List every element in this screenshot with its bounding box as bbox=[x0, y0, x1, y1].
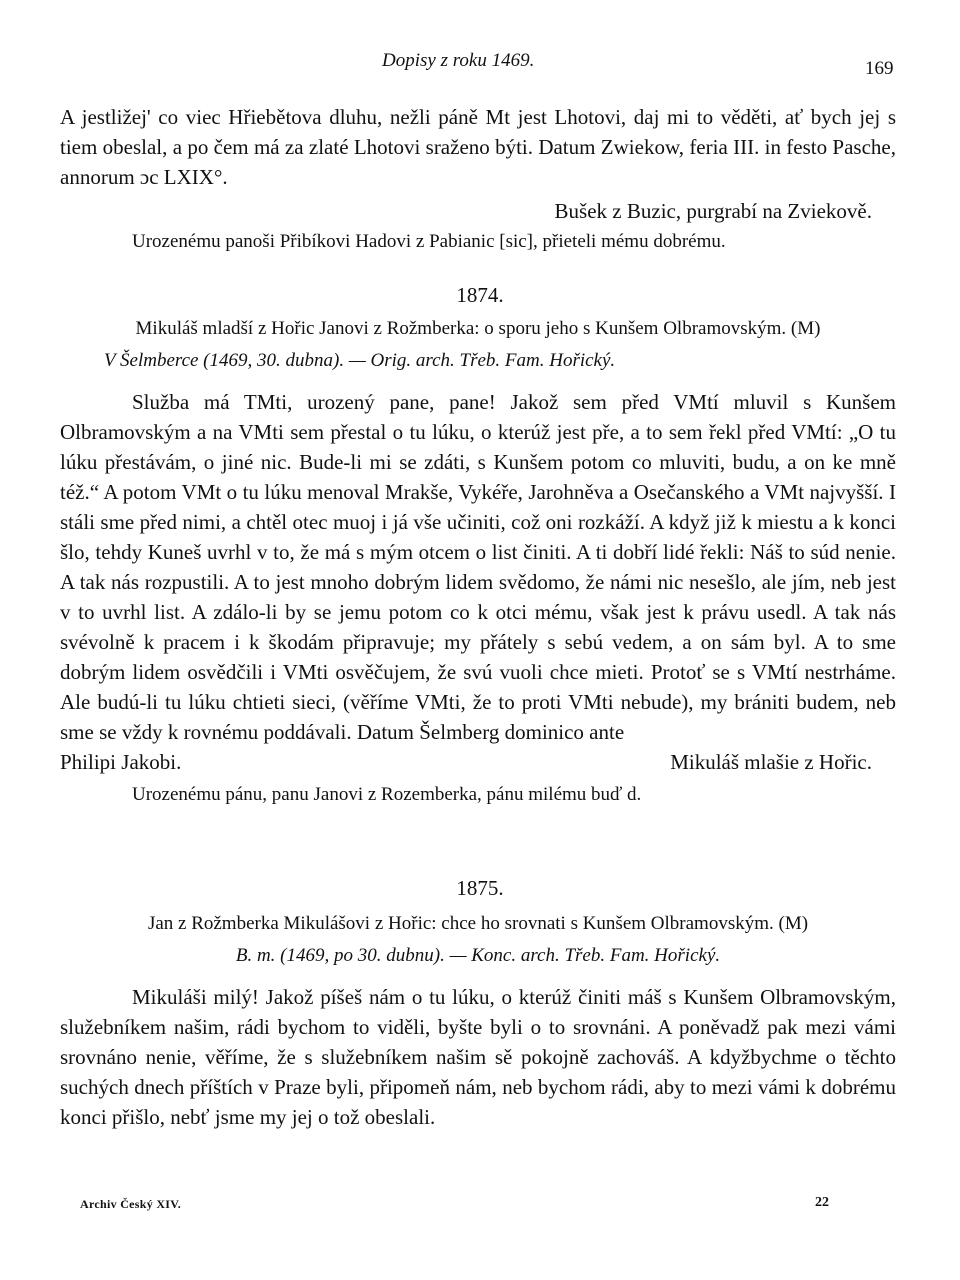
letter-1875-summary: Jan z Rožmberka Mikulášovi z Hořic: chce ho srovnati s Kunšem Olbramovským. (M) bbox=[147, 913, 809, 934]
letter-1874-closing bbox=[60, 747, 896, 777]
letter-1874-body: Služba má TMti, urozený pane, pane! Jakož sem před VMtí mluvil s Kunšem Olbramovským a na VMti sem přestal o tu lúku, o kterúž jest pře, a to sem řekl před VMtí: „O tu lúku přestávám, o jiné nic. Bude-li mi se zdáti, s Kunšem potom co mluviti, budu, a on ke mně též.“ A potom VMt o tu lúku menoval Mrakše, Vykéře, Jarohněva a Osečanského a VMt najvyšší. I stáli sme před nimi, a chtěl otec muoj i já vše učiniti, což oni rozkáží. A když již k miestu a k konci šlo, tehdy Kuneš uvrhl v to, že má s mým otcem o list činiti. A ti dobří lidé řekli: Náš to súd nenie. A tak nás rozpustili. A to jest mnoho dobrým lidem svědomo, že námi nic nesešlo, ale jím, neb jest v to uvrhl list. A zdálo-li by se jemu potom co k otci mému, však jest k právu usedl. A tak nás svévolně k pracem i k škodám připravuje; my přátely s sebú vedem, a on sám byl. A to sme dobrým lidem osvědčili i VMti osvěčujem, že svú vuoli chce mieti. Protoť se s VMtí nestrháme. Ale budú-li tu lúku chtieti sieci, (věříme VMti, že to proti VMti nebude), my brániti budem, neb sme se vždy k rovnému poddávali. Datum Šelmberg dominico ante bbox=[60, 390, 896, 744]
letter-1874-source: V Šelmberce (1469, 30. dubna). — Orig. arch. Třeb. Fam. Hořický. bbox=[104, 350, 616, 371]
footer-volume-title: Archiv Český XIV. bbox=[80, 1197, 182, 1211]
letter-1874-number: 1874. bbox=[456, 283, 504, 307]
page-header bbox=[0, 50, 960, 80]
letter-1875-section bbox=[60, 910, 896, 1132]
running-title: Dopisy z roku 1469. bbox=[382, 50, 535, 71]
letter-1875-number: 1875. bbox=[456, 876, 504, 900]
continuation-address: Urozenému panoši Přibíkovi Hadovi z Pabianic [sic], přieteli mému dobrému. bbox=[132, 231, 726, 252]
letter-1874-signature: Mikuláš mlašie z Hořic. bbox=[670, 750, 872, 774]
letter-1875-source: B. m. (1469, po 30. dubnu). — Konc. arch. Třeb. Fam. Hořický. bbox=[235, 945, 721, 966]
continuation-text: A jestližej' co viec Hřiebětova dluhu, nežli páně Mt jest Lhotovi, daj mi to věděti, ať bych jej s tiem obeslal, a po čem má za zlaté Lhotovi sraženo býti. Datum Zwiekow, feria III. in festo Pasche, annorum ɔc LXIX°. bbox=[60, 105, 896, 189]
letter-1874-summary: Mikuláš mladší z Hořic Janovi z Rožmberka: o sporu jeho s Kunšem Olbramovským. (M) bbox=[135, 318, 821, 339]
letter-1874-closing-date: Philipi Jakobi. bbox=[60, 750, 182, 774]
page-number: 169 bbox=[865, 58, 894, 79]
letter-1875-body: Mikuláši milý! Jakož píšeš nám o tu lúku, o kterúž činiti máš s Kunšem Olbramovským, služebníkem našim, rádi bychom to viděli, byšte byli o to srovnáni. A poněvadž pak mezi vámi srovnáno nenie, věříme, že s služebníkem našim sě pokojně zachováš. A kdyžbychme o těchto suchých dnech příštích v Praze byli, připomeň nám, neb bychom rádi, aby to mezi vámi k dobrému konci přišlo, nebť jsme my jej o tož obeslali. bbox=[60, 985, 896, 1129]
footer-signature-mark: 22 bbox=[815, 1195, 829, 1210]
continuation-section bbox=[60, 102, 896, 256]
continuation-signature: Bušek z Buzic, purgrabí na Zviekově. bbox=[554, 199, 872, 223]
letter-1874-address: Urozenému pánu, panu Janovi z Rozemberka, pánu milému buď d. bbox=[132, 784, 642, 805]
letter-1874-section bbox=[60, 315, 896, 809]
